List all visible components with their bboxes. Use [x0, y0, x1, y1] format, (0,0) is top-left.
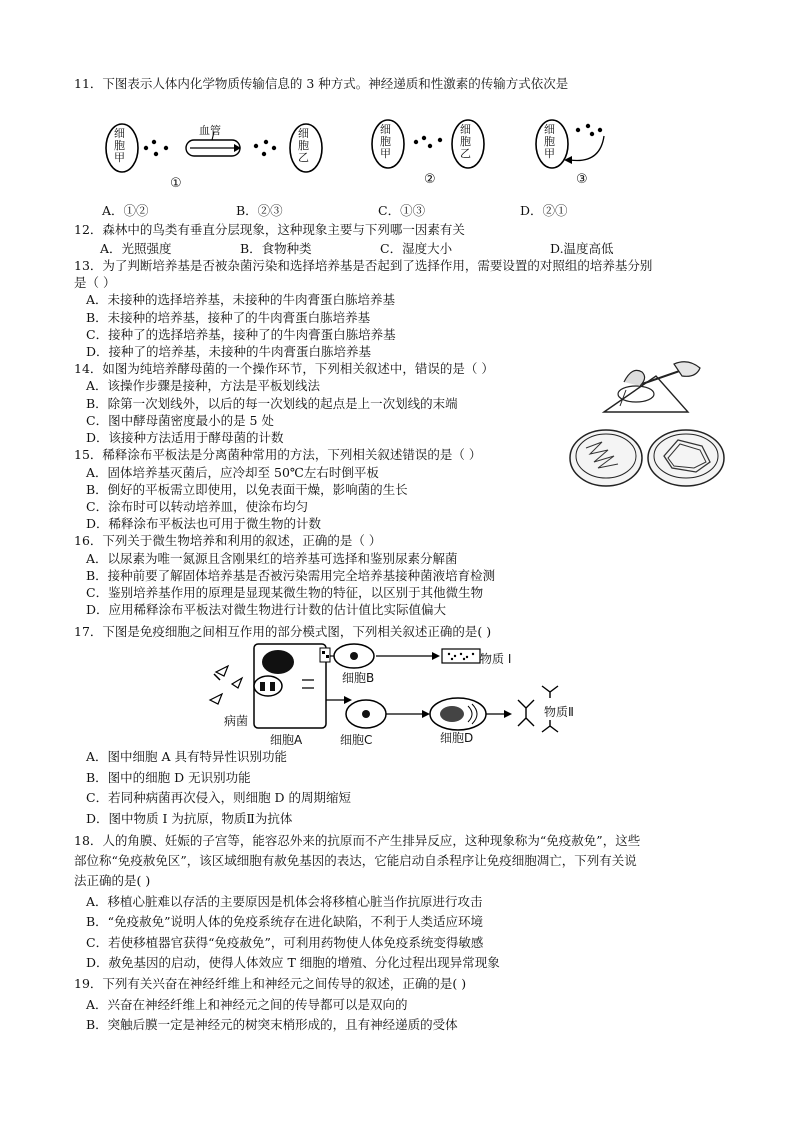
- q11-cell-a-3: 细胞甲: [544, 123, 555, 160]
- q19-option-b: B．突触后膜一定是神经元的树突末梢形成的，且有神经递质的受体: [86, 1017, 458, 1032]
- q17-cell-a-label: 细胞A: [270, 733, 303, 747]
- q14-streaking-illustration: [596, 360, 706, 420]
- q11-label-2: ②: [424, 172, 436, 187]
- q17-substance-1-label: 物质 I: [480, 652, 512, 666]
- q13-option-d: D．接种了的培养基，未接种的牛肉膏蛋白胨培养基: [86, 344, 372, 359]
- q11-cell-b-1: 细胞乙: [298, 127, 309, 164]
- q16-option-a: A．以尿素为唯一氮源且含刚果红的培养基可选择和鉴别尿素分解菌: [86, 551, 458, 566]
- q17-option-c: C．若同种病菌再次侵入，则细胞 D 的周期缩短: [86, 790, 352, 805]
- q17-cell-c-label: 细胞C: [340, 733, 373, 747]
- q11-cell-b-2: 细胞乙: [460, 123, 471, 160]
- q17-bacteria-label: 病菌: [224, 714, 249, 728]
- q11-vessel-label: 血管: [199, 124, 221, 137]
- q17-substance-2-label: 物质Ⅱ: [544, 705, 574, 719]
- q11-option-a: A．①②: [102, 203, 149, 218]
- q11-dots-1: [144, 140, 168, 156]
- q16-option-b: B．接种前要了解固体培养基是否被污染需用完全培养基接种菌液培育检测: [86, 568, 496, 583]
- q11-cell-a-1: 细胞甲: [114, 127, 125, 164]
- q15-option-d: D．稀释涂布平板法也可用于微生物的计数: [86, 516, 322, 531]
- q15-option-a: A．固体培养基灭菌后，应冷却至 50℃左右时倒平板: [86, 465, 379, 480]
- q12-stem: 12．森林中的鸟类有垂直分层现象，这种现象主要与下列哪一因素有关: [74, 222, 465, 237]
- q18-option-d: D．赦免基因的启动，使得人体效应 T 细胞的增殖、分化过程出现异常现象: [86, 955, 500, 970]
- q15-stem: 15．稀释涂布平板法是分离菌种常用的方法，下列相关叙述错误的是（ ）: [74, 447, 482, 462]
- q11-label-3: ③: [576, 172, 588, 187]
- q17-option-d: D．图中物质 I 为抗原，物质Ⅱ为抗体: [86, 811, 293, 826]
- q18-stem-line2: 部位称“免疫赦免区”，该区域细胞有赦免基因的表达，它能启动自杀程序让免疫细胞凋亡，下列有关说: [74, 853, 637, 868]
- q11-cell-a-2: 细胞甲: [380, 123, 391, 160]
- q14-petri-dishes: [568, 426, 728, 490]
- q13-stem-line1: 13．为了判断培养基是否被杂菌污染和选择培养基是否起到了选择作用，需要设置的对照组的培养基分别: [74, 258, 653, 273]
- q17-option-b: B．图中的细胞 D 无识别功能: [86, 770, 251, 785]
- q16-option-c: C．鉴别培养基作用的原理是显现某微生物的特征，以区别于其他微生物: [86, 585, 484, 600]
- q18-stem-line3: 法正确的是( ): [74, 873, 151, 888]
- q19-option-a: A．兴奋在神经纤维上和神经元之间的传导都可以是双向的: [86, 997, 408, 1012]
- q11-option-c: C．①③: [378, 203, 426, 218]
- q17-option-a: A．图中细胞 A 具有特异性识别功能: [86, 749, 288, 764]
- q17-immune-figure: [206, 640, 606, 744]
- q15-option-b: B．倒好的平板需立即使用，以免表面干燥，影响菌的生长: [86, 482, 408, 497]
- q12-option-b: B．食物种类: [240, 241, 312, 256]
- q13-option-a: A．未接种的选择培养基，未接种的牛肉膏蛋白胨培养基: [86, 292, 396, 307]
- q18-option-b: B．“免疫赦免”说明人体的免疫系统存在进化缺陷，不利于人类适应环境: [86, 914, 483, 929]
- q15-option-c: C．涂布时可以转动培养皿，使涂布均匀: [86, 499, 309, 514]
- q16-stem: 16．下列关于微生物培养和利用的叙述，正确的是（ ）: [74, 533, 382, 548]
- q17-cell-b-label: 细胞B: [342, 671, 375, 685]
- q12-option-a: A．光照强度: [100, 241, 172, 256]
- q14-option-b: B．除第一次划线外，以后的每一次划线的起点是上一次划线的末端: [86, 396, 458, 411]
- q11-option-d: D．②①: [520, 203, 568, 218]
- q14-option-d: D．该接种方法适用于酵母菌的计数: [86, 430, 284, 445]
- q18-option-a: A．移植心脏难以存活的主要原因是机体会将移植心脏当作抗原进行攻击: [86, 894, 483, 909]
- q11-stem: 11．下图表示人体内化学物质传输信息的 3 种方式。神经递质和性激素的传输方式依次是: [74, 76, 569, 91]
- q18-option-c: C．若使移植器官获得“免疫赦免”，可利用药物使人体免疫系统变得敏感: [86, 935, 484, 950]
- q14-option-a: A．该操作步骤是接种，方法是平板划线法: [86, 378, 321, 393]
- q13-option-b: B．未接种的培养基，接种了的牛肉膏蛋白胨培养基: [86, 310, 371, 325]
- q13-option-c: C．接种了的选择培养基，接种了的牛肉膏蛋白胨培养基: [86, 327, 396, 342]
- q14-option-c: C．图中酵母菌密度最小的是 5 处: [86, 413, 274, 428]
- q16-option-d: D．应用稀释涂布平板法对微生物进行计数的估计值比实际值偏大: [86, 602, 447, 617]
- q17-stem: 17．下图是免疫细胞之间相互作用的部分模式图，下列相关叙述正确的是( ): [74, 624, 492, 639]
- q12-option-c: C．湿度大小: [380, 241, 453, 256]
- q18-stem-line1: 18．人的角膜、妊娠的子宫等，能容忍外来的抗原而不产生排异反应，这种现象称为“免疫赦免”，这些: [74, 833, 641, 848]
- q11-option-b: B．②③: [236, 203, 283, 218]
- q13-stem-line2: 是（ ）: [74, 275, 116, 290]
- q12-option-d: D.温度高低: [550, 241, 614, 256]
- q11-label-1: ①: [170, 176, 182, 191]
- q14-stem: 14．如图为纯培养酵母菌的一个操作环节，下列相关叙述中，错误的是（ ）: [74, 361, 494, 376]
- q19-stem: 19．下列有关兴奋在神经纤维上和神经元之间传导的叙述，正确的是( ): [74, 976, 467, 991]
- q17-cell-d-label: 细胞D: [440, 731, 474, 745]
